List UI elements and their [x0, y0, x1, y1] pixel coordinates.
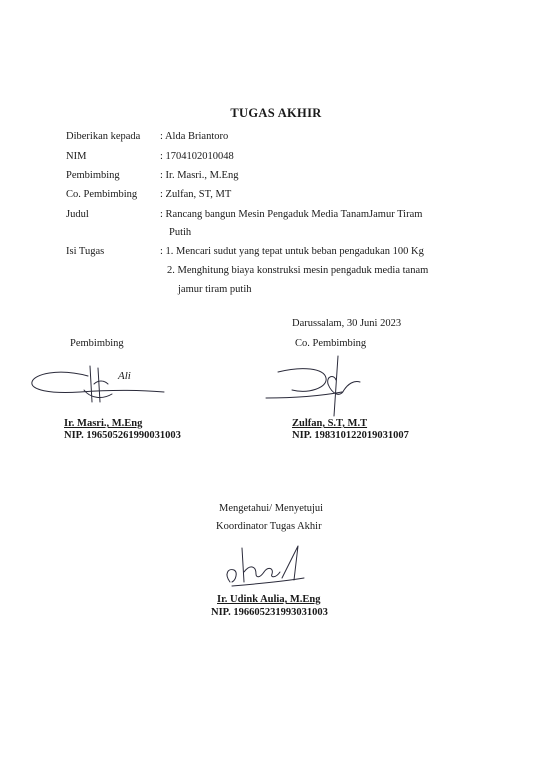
field-label: Judul	[66, 209, 89, 220]
field-value: : Alda Briantoro	[160, 131, 229, 142]
field-value: jamur tiram putih	[178, 284, 252, 295]
supervisor-signature	[28, 362, 168, 410]
field-value: : Ir. Masri., M.Eng	[160, 170, 239, 181]
place-date: Darussalam, 30 Juni 2023	[292, 318, 402, 329]
coordinator-signature	[222, 542, 312, 594]
supervisor-name: Ir. Masri., M.Eng	[64, 418, 143, 429]
field-label: Diberikan kepada	[66, 131, 141, 142]
co-supervisor-nip: NIP. 198310122019031007	[292, 430, 409, 441]
coordinator-nip: NIP. 196605231993031003	[211, 607, 328, 618]
field-label: NIM	[66, 151, 87, 162]
approval-line-1: Mengetahui/ Menyetujui	[219, 503, 324, 514]
field-value: 2. Menghitung biaya konstruksi mesin pengaduk media tanam	[167, 265, 429, 276]
field-label: Co. Pembimbing	[66, 189, 138, 200]
supervisor-nip: NIP. 196505261990031003	[64, 430, 181, 441]
coordinator-name: Ir. Udink Aulia, M.Eng	[217, 594, 321, 605]
field-value: : Rancang bangun Mesin Pengaduk Media TanamJamur Tiram	[160, 209, 423, 220]
supervisor-signature-text: Ali	[118, 370, 131, 382]
field-value: Putih	[169, 227, 192, 238]
supervisor-role: Pembimbing	[70, 338, 124, 349]
document-title: TUGAS AKHIR	[230, 106, 322, 120]
co-supervisor-role: Co. Pembimbing	[295, 338, 367, 349]
field-label: Pembimbing	[66, 170, 120, 181]
field-label: Isi Tugas	[66, 246, 105, 257]
co-supervisor-signature	[262, 354, 362, 424]
approval-line-2: Koordinator Tugas Akhir	[216, 521, 322, 532]
field-value: : 1704102010048	[160, 151, 234, 162]
co-supervisor-name: Zulfan, S.T, M.T	[292, 418, 368, 429]
field-value: : Zulfan, ST, MT	[160, 189, 232, 200]
field-value: : 1. Mencari sudut yang tepat untuk beban pengadukan 100 Kg	[160, 246, 424, 257]
